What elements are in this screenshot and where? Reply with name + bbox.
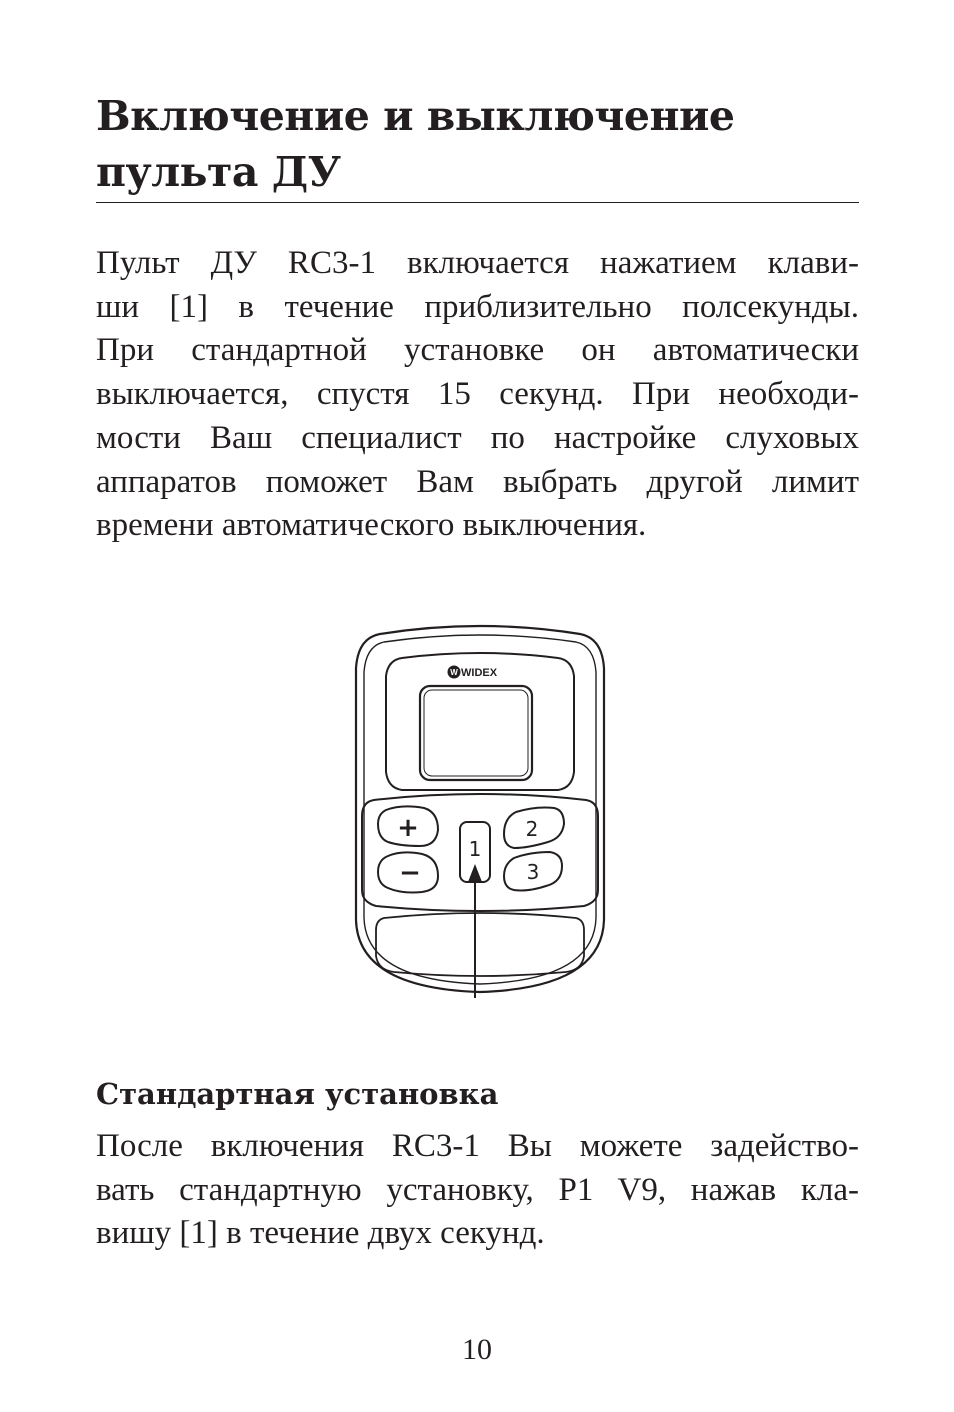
default-setting-line: вать стандартную установку, P1 V9, нажав кла- — [96, 1171, 859, 1208]
title-divider — [96, 202, 859, 203]
remote-control-illustration — [340, 620, 620, 1010]
intro-line: аппаратов поможет Вам выбрать другой лимит — [96, 463, 859, 500]
default-setting-line: После включения RC3-1 Вы можете задейство- — [96, 1128, 859, 1164]
intro-line: времени автоматического выключения. — [96, 507, 647, 544]
intro-line: выключается, спустя 15 секунд. При необходи- — [96, 376, 859, 413]
battery-compartment — [376, 913, 584, 976]
svg-text:W: W — [450, 668, 458, 677]
intro-line: При стандартной установке он автоматически — [96, 332, 859, 369]
page-title: Включение и выключение пульта ДУ — [96, 92, 735, 196]
widex-logo — [448, 666, 498, 680]
intro-line: Пульт ДУ RC3-1 включается нажатием клави- — [96, 245, 859, 281]
minus-button-label: − — [399, 858, 421, 888]
widex-logo-text: WIDEX — [461, 667, 498, 679]
intro-line: мости Ваш специалист по настройке слуховых — [96, 419, 859, 456]
intro-paragraph — [96, 242, 859, 548]
default-setting-line: вишу [1] в течение двух секунд. — [96, 1215, 545, 1252]
button-1-label: 1 — [468, 837, 482, 861]
button-3-label: 3 — [526, 860, 540, 884]
section-subheading: Стандартная установка — [96, 1077, 499, 1111]
default-setting-paragraph — [96, 1125, 859, 1256]
plus-button-label: + — [397, 813, 419, 843]
page-number: 10 — [462, 1333, 492, 1366]
intro-line: ши [1] в течение приблизительно полсекунды. — [96, 288, 859, 325]
remote-control-drawing — [340, 620, 620, 1010]
display-screen — [420, 686, 532, 780]
button-2-label: 2 — [525, 817, 539, 841]
display-screen-inner — [424, 690, 528, 776]
